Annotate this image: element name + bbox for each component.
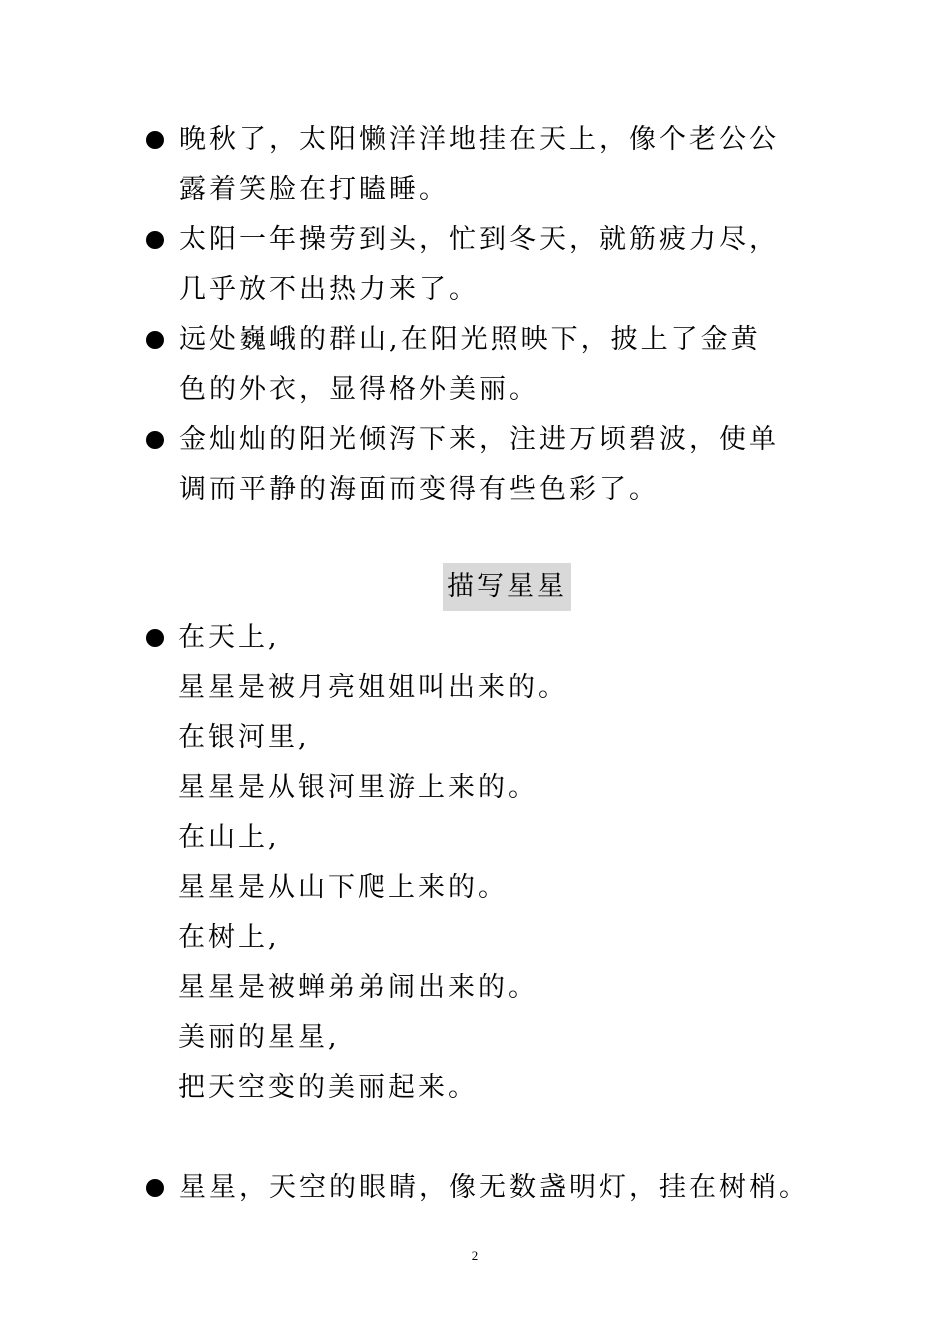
bullet-dot — [145, 613, 167, 663]
section-heading: 描写星星 — [443, 563, 571, 611]
poem-line: 把天空变的美丽起来。 — [178, 1072, 478, 1103]
item-line: 几乎放不出热力来了。 — [179, 274, 479, 305]
poem-line: 美丽的星星, — [178, 1022, 340, 1053]
poem-line: 在山上, — [178, 822, 280, 853]
poem-line: 在银河里, — [178, 722, 310, 753]
poem-line: 星星是被月亮姐姐叫出来的。 — [178, 672, 568, 703]
page-number: 2 — [471, 1248, 479, 1263]
bullet-dot — [145, 315, 167, 365]
item-line: 晚秋了，太阳懒洋洋地挂在天上，像个老公公 — [179, 124, 779, 155]
bullet-dot — [145, 1163, 167, 1213]
item-line: 色的外衣，显得格外美丽。 — [179, 374, 539, 405]
poem-line: 在树上, — [178, 922, 280, 953]
item-line: 露着笑脸在打瞌睡。 — [179, 174, 449, 205]
bullet-dot — [145, 415, 167, 465]
poem-line: 星星是从山下爬上来的。 — [178, 872, 508, 903]
poem-line: 星星是从银河里游上来的。 — [178, 772, 538, 803]
poem-line: 在天上, — [178, 622, 280, 653]
bullet-item-sun-3 — [145, 315, 825, 415]
bullet-item-sun-1 — [145, 115, 825, 215]
item-line: 远处巍峨的群山,在阳光照映下，披上了金黄 — [179, 324, 761, 355]
bullet-item-star-eyes — [145, 1163, 825, 1213]
item-line: 星星，天空的眼睛，像无数盏明灯，挂在树梢。 — [179, 1172, 809, 1203]
bullet-dot — [145, 215, 167, 265]
bullet-item-sun-4 — [145, 415, 825, 515]
item-line: 金灿灿的阳光倾泻下来，注进万顷碧波，使单 — [179, 424, 779, 455]
poem-line: 星星是被蝉弟弟闹出来的。 — [178, 972, 538, 1003]
item-line: 调而平静的海面而变得有些色彩了。 — [179, 474, 659, 505]
bullet-dot — [145, 115, 167, 165]
section-heading-wrap — [0, 563, 950, 611]
item-line: 太阳一年操劳到头，忙到冬天，就筋疲力尽， — [179, 224, 779, 255]
bullet-item-sun-2 — [145, 215, 825, 315]
